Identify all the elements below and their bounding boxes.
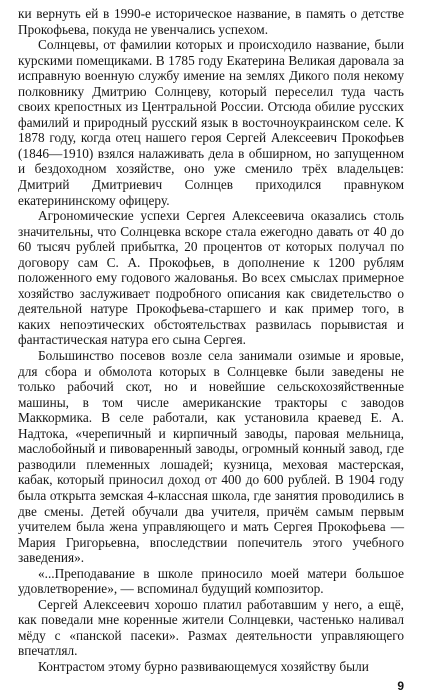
paragraph-village-economy: Большинство посевов возле села занимали озимые и яровые, для сбора и обмолота которых в Солнцевке были заведены не только рабочий скот, но и новейшие сельскохозяйственные машины, в том числе американские тракторы с заводов Маккормика. В селе работали, как установила краевед Е. А. Надтока, «черепичный и кирпичный заводы, паровая мельница, маслобойный и пивоваренный заводы, огромный конный завод, где разводили племенных лошадей; кузница, меховая мастерская, кабак, который приносил доход от 400 до 600 рублей. В 1904 году была открыта земская 4-классная школа, где занятия проводились в две смены. Детей обучали два учителя, причём самым первым учителем была жена управляющего и мать Сергея Прокофьева — Мария Григорьевна, впоследствии попечитель этого учебного заведения».: [18, 348, 404, 566]
paragraph-honey-apiary: Сергей Алексеевич хорошо платил работавшим у него, а ещё, как поведали мне коренные жители Солнцевки, частенько наливал мёду с «панской пасеки». Размах деятельности управляющего впечатлял.: [18, 596, 404, 659]
paragraph-contrast: Контрастом этому бурно развивающемуся хозяйству были: [38, 658, 369, 674]
book-page: [18, 6, 404, 694]
paragraph-solntsevy-history: Солнцевы, от фамилии которых и происходило название, были курскими помещиками. В 1785 году Екатерина Великая даровала за исправную военную службу имение на землях Дикого поля некому полковнику Дмитрию Солнцеву, который переселил туда часть своих крепостных из Центральной России. Отсюда обилие русских фамилий и природный русский язык в восточноукраинском селе. К 1878 году, когда отец нашего героя Сергей Алексеевич Прокофьев (1846—1910) взялся налаживать дела в обширном, но запущенном и бездоходном хозяйстве, оно уже сменило трёх владельцев: Дмитрий Дмитриевич Солнцев приходился правнуком екатерининскому офицеру.: [18, 37, 404, 208]
paragraph-composer-quote: «...Преподавание в школе приносило моей матери большое удовлетворение», — вспоминал будущий композитор.: [18, 565, 404, 597]
paragraph-continuation: ки вернуть ей в 1990-е историческое название, в память о детстве Прокофьева, покуда не увенчались успехом.: [18, 6, 404, 37]
page-number: 9: [397, 679, 404, 693]
paragraph-agronomic-success: Агрономические успехи Сергея Алексеевича оказались столь значительны, что Солнцевка вскоре стала ежегодно давать от 40 до 60 тысяч рублей прибытка, 20 процентов от которых получал по договору сам С. А. Прокофьев, в дополнение к 1200 рублям положенного ему годового жалованья. Во всех смыслах примерное хозяйство заслуживает подробного описания как свидетельство о деятельной натуре Прокофьева-старшего и как пример того, в каких непоэтических обстоятельствах развилась порывистая и фантастическая натура его сына Сергея.: [18, 208, 404, 348]
